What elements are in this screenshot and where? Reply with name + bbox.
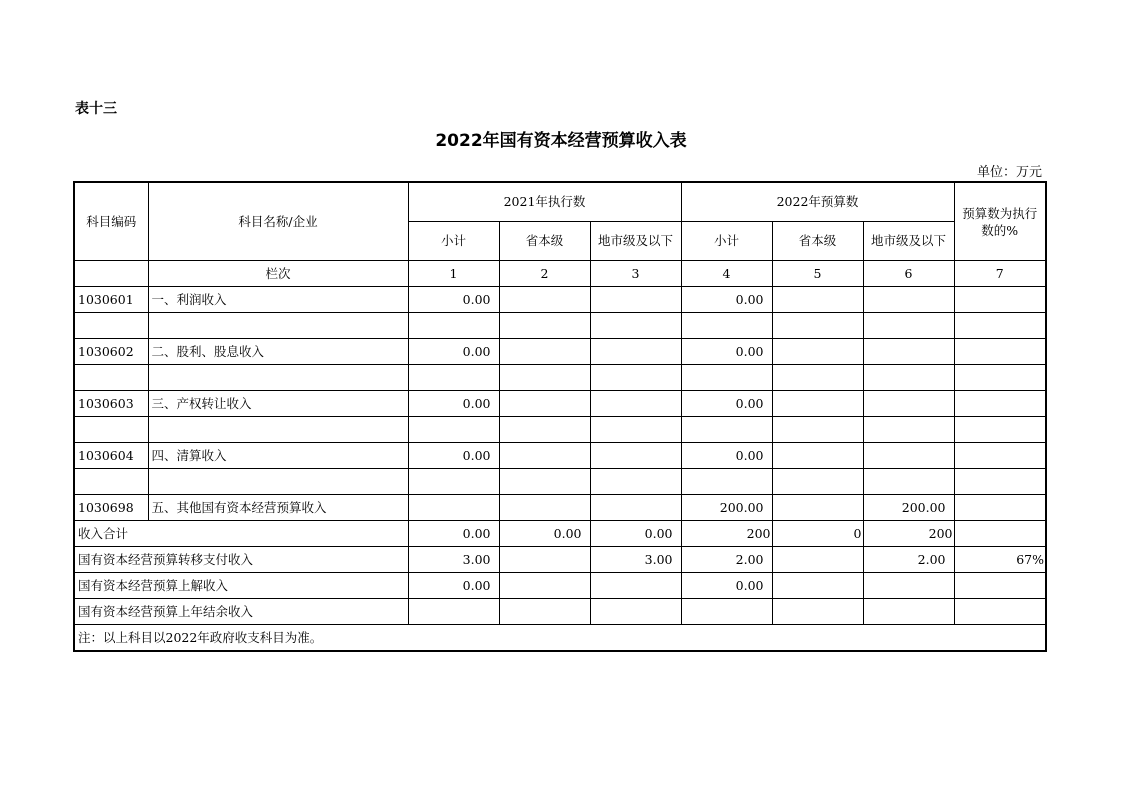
row-value [863, 469, 954, 495]
summary-value: 200 [863, 521, 954, 547]
row-value: 0.00 [408, 443, 499, 469]
index-col: 3 [590, 261, 681, 287]
summary-label: 国有资本经营预算转移支付收入 [74, 547, 408, 573]
row-value [590, 287, 681, 313]
row-value [772, 443, 863, 469]
row-name [148, 365, 408, 391]
row-value [863, 287, 954, 313]
summary-label: 收入合计 [74, 521, 408, 547]
row-value: 0.00 [681, 339, 772, 365]
summary-value: 0.00 [408, 573, 499, 599]
budget-table [73, 181, 1047, 652]
index-col: 2 [499, 261, 590, 287]
row-value [681, 313, 772, 339]
summary-value [863, 599, 954, 625]
summary-value: 2.00 [681, 547, 772, 573]
header-2021-province: 省本级 [499, 222, 590, 261]
row-value [590, 391, 681, 417]
header-code: 科目编码 [74, 182, 148, 261]
header-2022-group: 2022年预算数 [681, 182, 954, 222]
summary-value [954, 599, 1046, 625]
table-number: 表十三 [75, 101, 117, 117]
row-value [954, 417, 1046, 443]
row-code: 1030603 [74, 391, 148, 417]
table-row [74, 365, 1046, 391]
index-col: 5 [772, 261, 863, 287]
row-value [954, 365, 1046, 391]
table-note: 注：以上科目以2022年政府收支科目为准。 [74, 625, 1046, 652]
row-value [772, 469, 863, 495]
summary-row [74, 599, 1046, 625]
row-value [954, 339, 1046, 365]
header-2022-total: 小计 [681, 222, 772, 261]
row-value [772, 417, 863, 443]
table-row [74, 287, 1046, 313]
header-2021-city: 地市级及以下 [590, 222, 681, 261]
row-value [590, 365, 681, 391]
row-name: 三、产权转让收入 [148, 391, 408, 417]
document-title: 2022年国有资本经营预算收入表 [435, 131, 687, 151]
row-value: 0.00 [681, 391, 772, 417]
row-value [408, 313, 499, 339]
row-value: 0.00 [408, 287, 499, 313]
summary-value [863, 573, 954, 599]
row-value [863, 339, 954, 365]
row-value [499, 365, 590, 391]
summary-value [499, 573, 590, 599]
row-value [863, 313, 954, 339]
summary-value: 67% [954, 547, 1046, 573]
row-code: 1030601 [74, 287, 148, 313]
summary-value: 200 [681, 521, 772, 547]
row-value [590, 443, 681, 469]
summary-value: 0.00 [499, 521, 590, 547]
row-value: 0.00 [408, 339, 499, 365]
row-value: 200.00 [681, 495, 772, 521]
row-value [408, 495, 499, 521]
row-value [863, 443, 954, 469]
index-col: 6 [863, 261, 954, 287]
header-2021-group: 2021年执行数 [408, 182, 681, 222]
index-label: 栏次 [148, 261, 408, 287]
table-row [74, 495, 1046, 521]
table-row [74, 391, 1046, 417]
table-row [74, 469, 1046, 495]
row-code [74, 313, 148, 339]
row-value [954, 287, 1046, 313]
row-value [408, 417, 499, 443]
summary-value [590, 599, 681, 625]
row-value [499, 417, 590, 443]
row-value: 0.00 [681, 287, 772, 313]
row-name: 四、清算收入 [148, 443, 408, 469]
row-value [590, 495, 681, 521]
row-value [590, 417, 681, 443]
table-row [74, 417, 1046, 443]
index-code-cell [74, 261, 148, 287]
row-name: 一、利润收入 [148, 287, 408, 313]
row-code: 1030698 [74, 495, 148, 521]
summary-row [74, 573, 1046, 599]
row-name: 二、股利、股息收入 [148, 339, 408, 365]
row-value: 0.00 [408, 391, 499, 417]
unit-label: 单位：万元 [976, 165, 1042, 180]
row-value [772, 365, 863, 391]
row-code: 1030604 [74, 443, 148, 469]
row-value [863, 365, 954, 391]
index-col: 7 [954, 261, 1046, 287]
summary-value [954, 573, 1046, 599]
row-value [499, 391, 590, 417]
row-value [772, 313, 863, 339]
index-col: 1 [408, 261, 499, 287]
index-col: 4 [681, 261, 772, 287]
row-name [148, 417, 408, 443]
header-name: 科目名称/企业 [148, 182, 408, 261]
summary-value [499, 547, 590, 573]
summary-value: 2.00 [863, 547, 954, 573]
row-value [954, 313, 1046, 339]
row-value [863, 391, 954, 417]
row-value [681, 417, 772, 443]
summary-value: 0.00 [408, 521, 499, 547]
row-name [148, 313, 408, 339]
row-value [772, 391, 863, 417]
summary-value [954, 521, 1046, 547]
summary-value: 0 [772, 521, 863, 547]
row-value [590, 339, 681, 365]
index-row [74, 261, 1046, 287]
summary-value [772, 573, 863, 599]
row-name [148, 469, 408, 495]
row-value [954, 443, 1046, 469]
row-code [74, 469, 148, 495]
row-value [408, 469, 499, 495]
row-value [954, 495, 1046, 521]
summary-label: 国有资本经营预算上解收入 [74, 573, 408, 599]
table-row [74, 339, 1046, 365]
summary-value [590, 573, 681, 599]
summary-label: 国有资本经营预算上年结余收入 [74, 599, 408, 625]
row-name: 五、其他国有资本经营预算收入 [148, 495, 408, 521]
row-code: 1030602 [74, 339, 148, 365]
row-value [954, 391, 1046, 417]
row-value [499, 495, 590, 521]
row-value [954, 469, 1046, 495]
header-ratio: 预算数为执行数的% [954, 182, 1046, 261]
summary-value [772, 599, 863, 625]
row-value [590, 469, 681, 495]
row-value [772, 339, 863, 365]
summary-value [408, 599, 499, 625]
row-value: 200.00 [863, 495, 954, 521]
row-value [772, 495, 863, 521]
table-row [74, 313, 1046, 339]
table-row [74, 443, 1046, 469]
row-code [74, 365, 148, 391]
row-value [499, 313, 590, 339]
row-value [772, 287, 863, 313]
row-value [499, 469, 590, 495]
row-value [499, 287, 590, 313]
summary-value: 0.00 [681, 573, 772, 599]
row-value: 0.00 [681, 443, 772, 469]
summary-row [74, 521, 1046, 547]
row-value [499, 443, 590, 469]
summary-value [681, 599, 772, 625]
summary-value [772, 547, 863, 573]
summary-value: 3.00 [590, 547, 681, 573]
summary-row [74, 547, 1046, 573]
row-value [408, 365, 499, 391]
row-value [863, 417, 954, 443]
row-value [499, 339, 590, 365]
header-2022-province: 省本级 [772, 222, 863, 261]
row-value [681, 469, 772, 495]
header-2022-city: 地市级及以下 [863, 222, 954, 261]
summary-value: 0.00 [590, 521, 681, 547]
header-2021-total: 小计 [408, 222, 499, 261]
row-value [590, 313, 681, 339]
row-code [74, 417, 148, 443]
row-value [681, 365, 772, 391]
summary-value [499, 599, 590, 625]
summary-value: 3.00 [408, 547, 499, 573]
